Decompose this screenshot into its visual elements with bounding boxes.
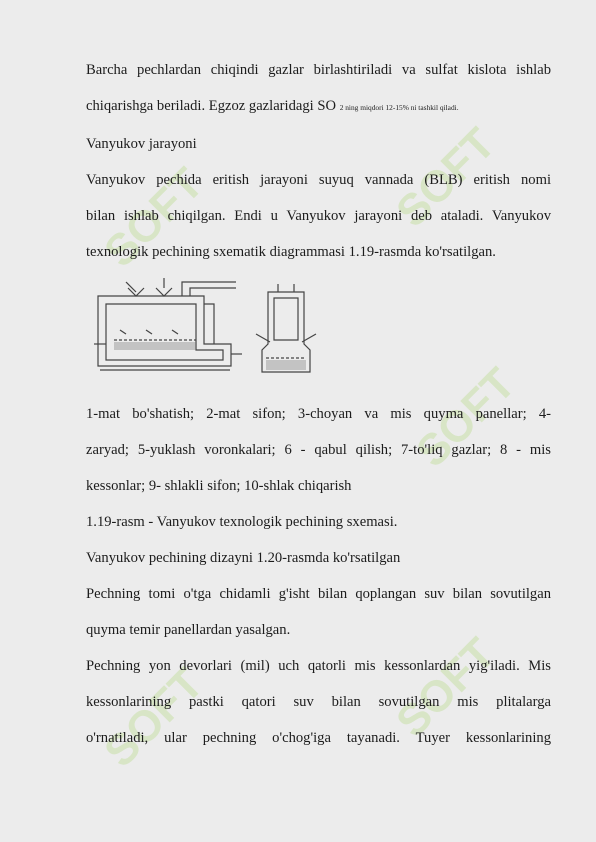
section-melt-fill	[266, 360, 306, 370]
paragraph-line: Vanyukov pechida eritish jarayoni suyuq vannada (BLB) eritish nomi	[86, 172, 551, 188]
melt-fill	[114, 342, 196, 350]
svg-text:SOFT: SOFT	[407, 358, 525, 477]
paragraph-line: Pechning yon devorlari (mil) uch qatorli mis kessonlardan yig'iladi. Mis	[86, 658, 551, 674]
svg-text:SOFT: SOFT	[95, 158, 213, 277]
paragraph-line	[86, 88, 551, 126]
document-body	[86, 52, 551, 756]
furnace-diagram-figure	[86, 274, 551, 396]
paragraph-line: Barcha pechlardan chiqindi gazlar birlashtiriladi va sulfat kislota ishlab	[86, 62, 551, 78]
paragraph-line: Pechning tomi o'tga chidamli g'isht bilan qoplangan suv bilan sovutilgan	[86, 586, 551, 602]
section-tuyeres	[256, 334, 316, 342]
svg-text:SOFT: SOFT	[95, 658, 213, 777]
section-heading: Vanyukov jarayoni	[86, 136, 197, 152]
uptake	[204, 304, 214, 344]
paragraph-line: kessonlarining pastki qatori suv bilan sovutilgan mis plitalarga	[86, 694, 551, 710]
section-inner	[274, 298, 298, 340]
tuyere-row	[120, 330, 178, 334]
svg-text:SOFT: SOFT	[387, 628, 505, 747]
hopper-2	[156, 288, 172, 296]
paragraph-line: texnologik pechining sxematik diagrammasi 1.19-rasmda ko'rsatilgan.	[86, 244, 496, 260]
paragraph-line: quyma temir panellardan yasalgan.	[86, 622, 291, 638]
legend-line: 1-mat bo'shatish; 2-mat sifon; 3-choyan va mis quyma panellar; 4-	[86, 406, 551, 422]
gas-flue	[182, 282, 236, 296]
svg-text:SOFT: SOFT	[387, 118, 505, 237]
section-top	[278, 284, 294, 292]
paragraph-text: chiqarishga beriladi. Egzoz gazlaridagi SO	[86, 98, 337, 114]
furnace-outer-wall	[98, 296, 231, 366]
paragraph-line: o'rnatiladi, ular pechning o'chog'iga tayanadi. Tuyer kessonlarining	[86, 730, 551, 746]
furnace-diagram	[86, 274, 326, 394]
paragraph-line: bilan ishlab chiqilgan. Endi u Vanyukov jarayoni deb ataladi. Vanyukov	[86, 208, 551, 224]
paragraph-line: Vanyukov pechining dizayni 1.20-rasmda ko'rsatilgan	[86, 550, 401, 566]
legend-line: zaryad; 5-yuklash voronkalari; 6 - qabul qilish; 7-to'liq gazlar; 8 - mis	[86, 442, 551, 458]
figure-caption: 1.19-rasm - Vanyukov texnologik pechining sxemasi.	[86, 514, 398, 530]
legend-line: kessonlar; 9- shlakli sifon; 10-shlak chiqarish	[86, 478, 352, 494]
small-text: 2 ning miqdori 12-15% ni tashkil qiladi.	[339, 103, 459, 112]
